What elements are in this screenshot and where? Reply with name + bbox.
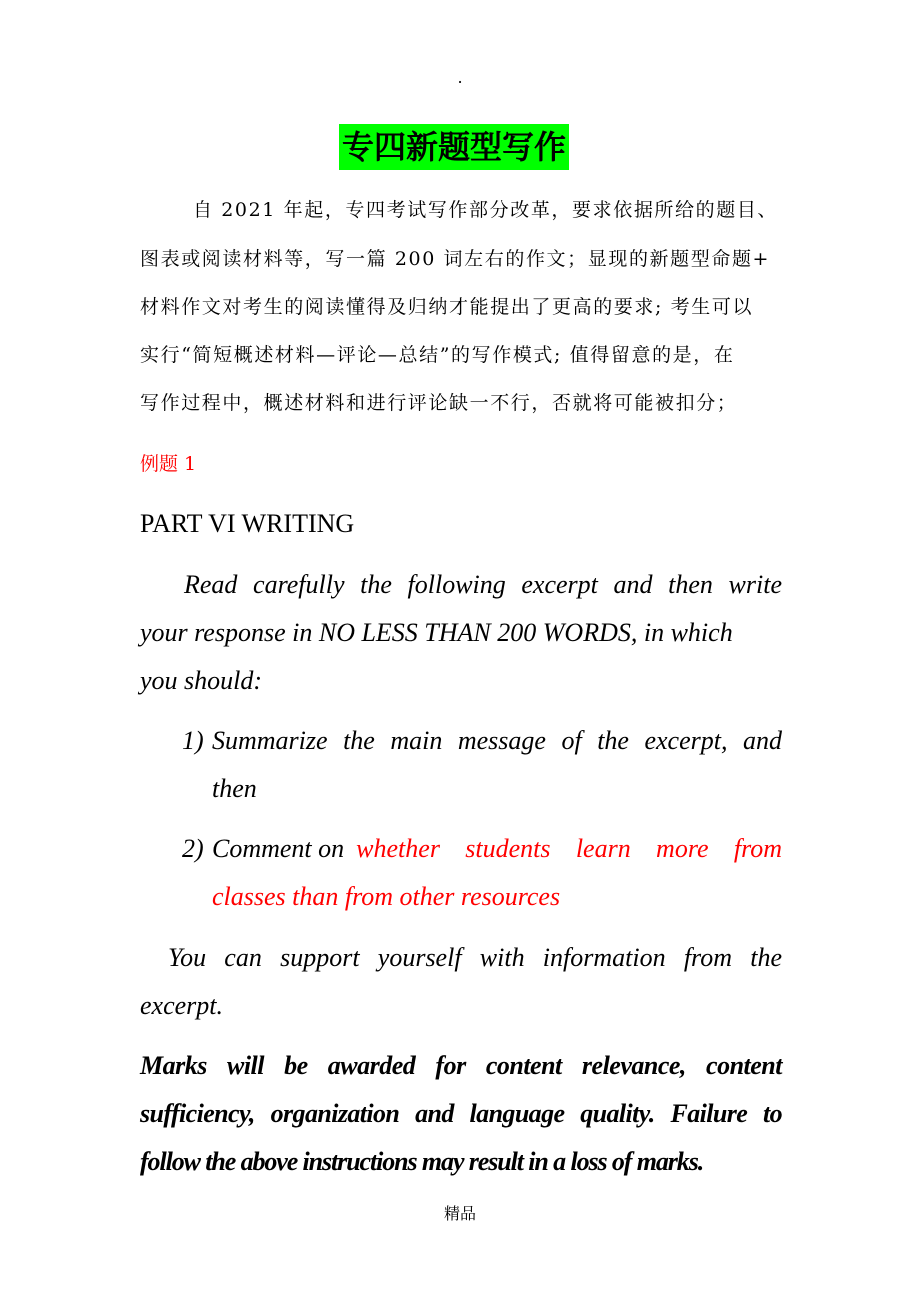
item-2-topic-text: whether students learn more from [356,834,782,863]
intro-line-5: 写作过程中，概述材料和进行评论缺一不行，否就将可能被扣分； [140,392,738,414]
item-2-line-1 [212,831,782,867]
instruction-line-3: you should: [140,666,263,695]
header-mark: . [457,68,463,87]
item-1-line-1: Summarize the main message of the excerpt, and [212,726,782,755]
item-2-lead-text: Comment on [212,834,345,863]
intro-line-1: 自 2021 年起，专四考试写作部分改革，要求依据所给的题目、 [193,199,779,221]
support-line-2: excerpt. [140,991,224,1020]
instruction-line-1: Read carefully the following excerpt and then write [184,570,782,599]
item-1-number: 1) [182,726,204,755]
part-heading: PART VI WRITING [140,509,355,538]
intro-line-3: 材料作文对考生的阅读懂得及归纳才能提出了更高的要求; 考生可以 [140,296,754,318]
marks-line-1: Marks will be awarded for content relevance, content [140,1051,782,1080]
item-1-line-2: then [212,774,257,803]
example-label: 例题 1 [140,453,197,475]
page-title: 专四新题型写作 [339,124,569,170]
item-2-number: 2) [182,834,204,863]
instruction-line-2: your response in NO LESS THAN 200 WORDS, in which [140,618,733,647]
support-line-1: You can support yourself with information from the [168,943,782,972]
item-2-topic-continued: classes than from other resources [212,882,561,911]
page-footer: 精品 [443,1204,476,1223]
marks-line-3: follow the above instructions may result in a loss of marks. [140,1147,704,1176]
marks-line-2: sufficiency, organization and language quality. Failure to [140,1099,782,1128]
intro-line-4: 实行“简短概述材料—评论—总结”的写作模式; 值得留意的是，在 [140,344,735,366]
intro-line-2: 图表或阅读材料等，写一篇 200 词左右的作文；显现的新题型命题+ [140,248,771,270]
